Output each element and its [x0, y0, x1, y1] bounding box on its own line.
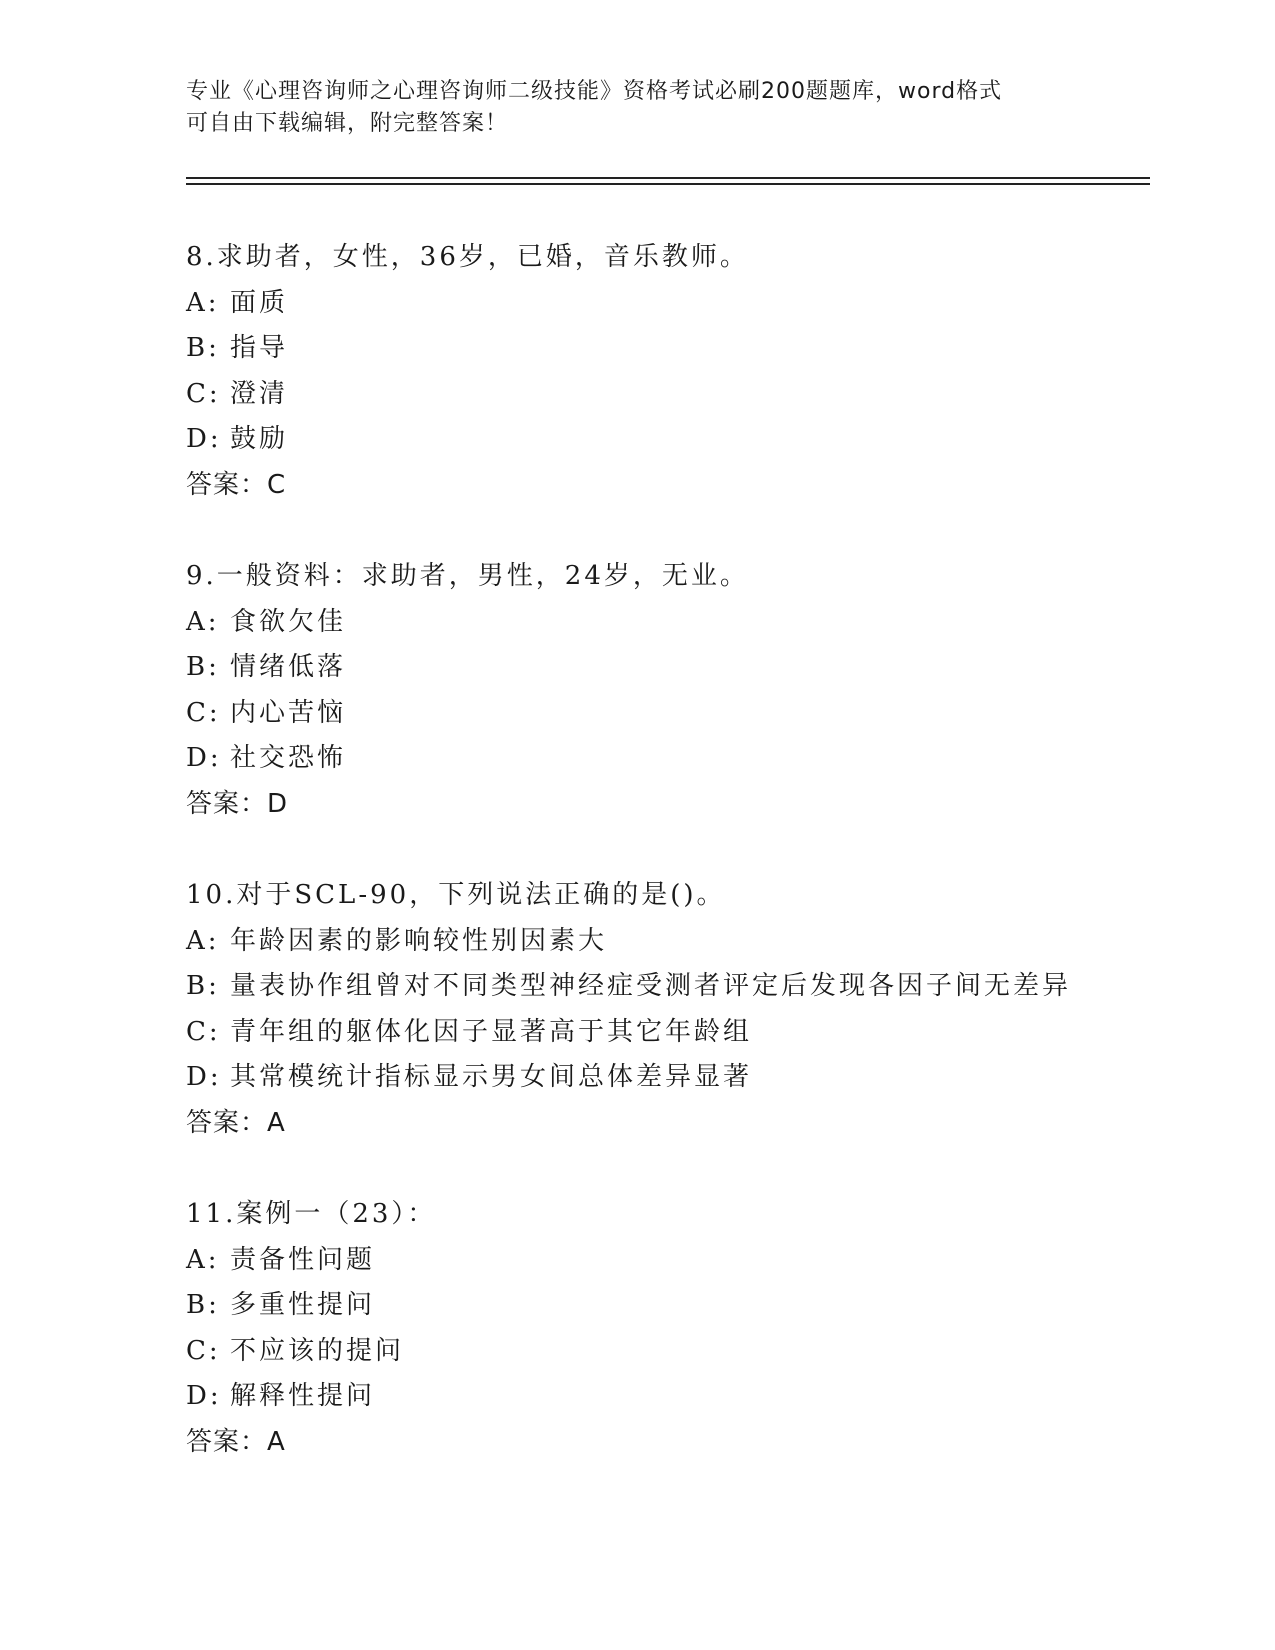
option-text: 鼓励 — [230, 424, 289, 454]
option-key: C: — [186, 697, 221, 728]
option-c — [186, 372, 1186, 418]
option-key: A: — [186, 606, 220, 637]
option-key: B: — [186, 971, 220, 1001]
option-key: C: — [186, 378, 221, 409]
answer-line: 答案：C — [186, 469, 287, 500]
option-b — [186, 326, 1186, 372]
answer-line: 答案：D — [186, 788, 289, 819]
option-text: 社交恐怖 — [230, 743, 347, 773]
header-divider-bottom — [186, 183, 1150, 185]
option-b — [186, 964, 1186, 1010]
option-key: B: — [186, 1290, 220, 1320]
option-text: 年龄因素的影响较性别因素大 — [230, 925, 608, 956]
option-text: 解释性提问 — [230, 1381, 376, 1411]
option-key: B: — [186, 333, 220, 363]
option-text: 面质 — [230, 287, 289, 318]
option-text: 食欲欠佳 — [230, 606, 347, 637]
option-key: C: — [186, 1016, 221, 1047]
option-text: 责备性问题 — [230, 1244, 376, 1275]
option-text: 多重性提问 — [230, 1290, 376, 1320]
question-stem: 11.案例一（23）： — [186, 1199, 437, 1229]
header-line-1: 专业《心理咨询师之心理咨询师二级技能》资格考试必刷200题题库，word格式 — [186, 79, 1003, 104]
option-text: 内心苦恼 — [230, 697, 347, 728]
option-text: 青年组的躯体化因子显著高于其它年龄组 — [230, 1016, 753, 1047]
question-stem: 9.一般资料：求助者，男性，24岁，无业。 — [186, 561, 749, 591]
question-10 — [186, 873, 1186, 1146]
option-d — [186, 417, 1186, 463]
option-text: 其常模统计指标显示男女间总体差异显著 — [230, 1062, 753, 1092]
option-c — [186, 691, 1186, 737]
answer-line: 答案：A — [186, 1107, 286, 1138]
option-c — [186, 1010, 1186, 1056]
header-line-2: 可自由下载编辑，附完整答案！ — [186, 111, 509, 136]
option-d — [186, 1055, 1186, 1101]
option-key: D: — [186, 1381, 222, 1411]
option-key: A: — [186, 925, 220, 956]
option-key: D: — [186, 743, 222, 773]
question-stem: 10.对于SCL-90，下列说法正确的是()。 — [186, 880, 726, 910]
option-key: A: — [186, 1244, 220, 1275]
option-a — [186, 919, 1186, 965]
question-8 — [186, 235, 1186, 508]
option-text: 不应该的提问 — [230, 1335, 405, 1366]
option-a — [186, 600, 1186, 646]
question-9 — [186, 554, 1186, 827]
option-c — [186, 1329, 1186, 1375]
option-text: 指导 — [230, 333, 289, 363]
option-d — [186, 736, 1186, 782]
option-text: 量表协作组曾对不同类型神经症受测者评定后发现各因子间无差异 — [230, 971, 1072, 1001]
option-key: D: — [186, 424, 222, 454]
answer-line: 答案：A — [186, 1426, 286, 1457]
option-key: B: — [186, 652, 220, 682]
option-key: C: — [186, 1335, 221, 1366]
question-stem: 8.求助者，女性，36岁，已婚，音乐教师。 — [186, 242, 749, 272]
option-a — [186, 1238, 1186, 1284]
option-key: D: — [186, 1062, 222, 1092]
document-header — [186, 76, 1066, 140]
option-a — [186, 281, 1186, 327]
option-b — [186, 645, 1186, 691]
header-divider-top — [186, 177, 1150, 179]
option-text: 情绪低落 — [230, 652, 347, 682]
option-key: A: — [186, 287, 220, 318]
question-11 — [186, 1192, 1186, 1465]
option-b — [186, 1283, 1186, 1329]
option-d — [186, 1374, 1186, 1420]
option-text: 澄清 — [230, 378, 289, 409]
